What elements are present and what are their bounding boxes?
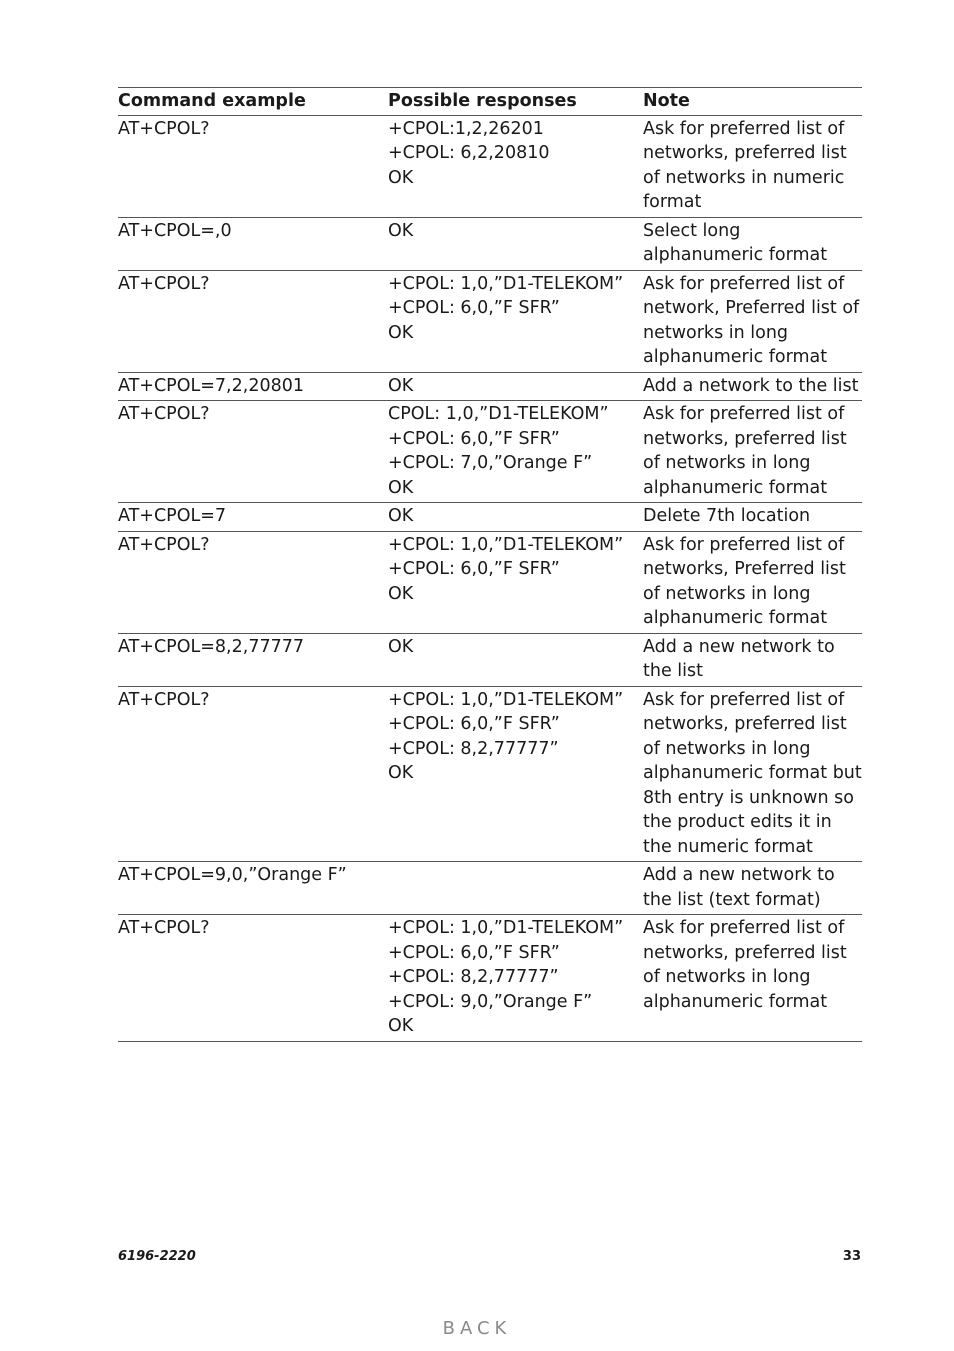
response-line: +CPOL: 6,0,”F SFR” — [388, 714, 560, 734]
response-line: OK — [388, 220, 414, 241]
command-cell: AT+CPOL? — [118, 918, 210, 938]
table-row — [118, 503, 862, 532]
response-line: +CPOL: 6,0,”F SFR” — [388, 942, 560, 963]
response-line: +CPOL: 6,0,”F SFR” — [388, 428, 560, 449]
command-cell: AT+CPOL=8,2,77777 — [118, 636, 304, 657]
response-line: +CPOL: 6,2,20810 — [388, 143, 550, 163]
response-line: CPOL: 1,0,”D1-TELEKOM” — [388, 404, 609, 424]
command-cell: AT+CPOL=7,2,20801 — [118, 375, 304, 396]
response-line: OK — [388, 1016, 414, 1036]
command-cell: AT+CPOL? — [118, 689, 210, 710]
note-cell: Select long alphanumeric format — [643, 220, 828, 265]
table-row — [118, 531, 862, 633]
note-cell: Delete 7th location — [643, 506, 811, 526]
note-cell: Ask for preferred list of networks, preferred list of networks in long alphanumeric format — [643, 404, 847, 498]
table-header — [118, 88, 862, 116]
response-line: +CPOL: 8,2,77777” — [388, 738, 559, 759]
note-cell: Ask for preferred list of networks, preferred list of networks in numeric format — [643, 118, 847, 212]
response-line: OK — [388, 636, 414, 657]
response-line: OK — [388, 477, 414, 498]
response-line: +CPOL: 1,0,”D1-TELEKOM” — [388, 273, 624, 294]
table-row — [118, 862, 862, 915]
table-body — [118, 115, 862, 1041]
responses-cell — [388, 915, 643, 1042]
command-cell: AT+CPOL=,0 — [118, 220, 232, 241]
table-row — [118, 633, 862, 686]
table-row — [118, 270, 862, 372]
document-number: 6196-2220 — [118, 1249, 196, 1264]
table-row — [118, 217, 862, 270]
command-cell: AT+CPOL? — [118, 118, 210, 139]
responses-cell — [388, 401, 643, 503]
responses-cell — [388, 531, 643, 633]
responses-cell — [388, 217, 643, 270]
header-row — [118, 88, 862, 116]
responses-cell — [388, 270, 643, 372]
responses-cell — [388, 503, 643, 532]
responses-cell — [388, 115, 643, 217]
response-line: OK — [388, 763, 414, 783]
note-cell: Add a new network to the list — [643, 636, 835, 681]
table-row — [118, 115, 862, 217]
responses-cell — [388, 633, 643, 686]
note-cell: Add a new network to the list (text format) — [643, 865, 835, 910]
command-cell: AT+CPOL? — [118, 273, 210, 294]
responses-cell — [388, 372, 643, 401]
note-cell: Ask for preferred list of network, Preferred list of networks in long alphanumeric format — [643, 273, 860, 367]
response-line: OK — [388, 167, 414, 188]
response-line: +CPOL:1,2,26201 — [388, 118, 544, 139]
response-line: +CPOL: 1,0,”D1-TELEKOM” — [388, 689, 624, 710]
back-link[interactable]: BACK — [442, 1318, 512, 1339]
table-row — [118, 686, 862, 862]
command-cell: AT+CPOL=7 — [118, 506, 227, 526]
response-line: OK — [388, 322, 414, 343]
table-row — [118, 401, 862, 503]
response-line: OK — [388, 506, 414, 526]
response-line: OK — [388, 583, 414, 604]
command-cell: AT+CPOL? — [118, 534, 210, 555]
command-cell: AT+CPOL? — [118, 404, 210, 424]
header-command: Command example — [118, 91, 306, 111]
response-line: +CPOL: 7,0,”Orange F” — [388, 453, 593, 473]
table-row — [118, 915, 862, 1042]
note-cell: Add a network to the list — [643, 375, 859, 396]
note-cell: Ask for preferred list of networks, Preferred list of networks in long alphanumeric format — [643, 534, 846, 628]
table-row — [118, 372, 862, 401]
command-cell: AT+CPOL=9,0,”Orange F” — [118, 865, 347, 885]
header-responses: Possible responses — [388, 91, 577, 111]
responses-cell — [388, 862, 643, 915]
response-line: +CPOL: 6,0,”F SFR” — [388, 298, 560, 318]
response-line: +CPOL: 1,0,”D1-TELEKOM” — [388, 534, 624, 555]
note-cell: Ask for preferred list of networks, preferred list of networks in long alphanumeric format but 8th entry is unknown so the product edits it in the numeric format — [643, 689, 862, 857]
response-line: +CPOL: 9,0,”Orange F” — [388, 991, 593, 1012]
note-cell: Ask for preferred list of networks, preferred list of networks in long alphanumeric format — [643, 918, 847, 1012]
header-note: Note — [643, 91, 690, 111]
response-line: +CPOL: 1,0,”D1-TELEKOM” — [388, 918, 624, 938]
page-number: 33 — [842, 1249, 861, 1264]
response-line: +CPOL: 6,0,”F SFR” — [388, 559, 560, 579]
responses-cell — [388, 686, 643, 862]
response-line: +CPOL: 8,2,77777” — [388, 967, 559, 987]
response-line: OK — [388, 375, 414, 396]
command-table — [118, 87, 862, 1042]
